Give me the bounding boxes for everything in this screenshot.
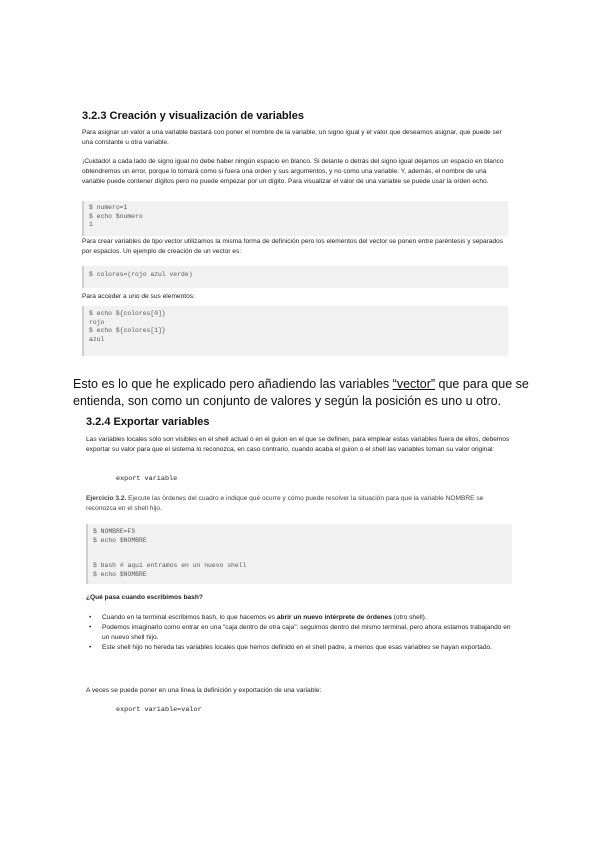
code-block-exercise xyxy=(86,524,512,584)
paragraph-vector-definition: Para crear variables de tipo vector utilizamos la misma forma de definición pero los elementos del vector se ponen entre paréntesis y separados por espacios. Un ejemplo de creación de un vector es: xyxy=(82,238,504,255)
note-vector-term: “vector” xyxy=(392,377,436,391)
code-line: $ echo $NOMBRE xyxy=(93,536,147,544)
note-text-before: Esto es lo que he explicado pero añadiendo las variables xyxy=(73,377,393,391)
list-item-text: Podemos imaginarlo como entrar en una "caja dentro de otra caja": seguimos dentro del mismo terminal, pero ahora estamos trabajando en un nuevo shell hijo. xyxy=(102,624,511,641)
list-item xyxy=(86,643,512,652)
code-line: 1 xyxy=(89,221,93,229)
code-block-vector-access xyxy=(82,306,508,356)
paragraph-assign-value: Para asignar un valor a una variable bastará con poner el nombre de la variable, un signo igual y el valor que deseamos asignar, que puede ser una constante u otra variable. xyxy=(82,129,502,146)
command-export: export variable xyxy=(116,475,178,483)
bullet-icon: • xyxy=(89,614,92,621)
exercise-statement xyxy=(86,494,512,514)
section-heading-324: 3.2.4 Exportar variables xyxy=(86,416,210,428)
list-item-text: Este shell hijo no hereda las variables locales que hemos definido en el shell padre, a menos que esas variables se hayan exportado. xyxy=(102,644,493,652)
code-line xyxy=(93,554,507,563)
list-item xyxy=(86,613,512,622)
paragraph-access-elements: Para acceder a uno de sus elementos: xyxy=(82,293,195,300)
code-line: azul xyxy=(89,335,105,343)
code-line: $ echo ${colores[0]} xyxy=(89,310,166,317)
code-line: $ numero=1 xyxy=(89,204,128,211)
code-line: $ echo $numero xyxy=(89,212,143,220)
code-block-vector-create xyxy=(82,266,508,288)
exercise-label: Ejercicio 3.2. xyxy=(86,495,127,502)
list-item-emphasis: abrir un nuevo intérprete de órdenes xyxy=(276,614,392,621)
student-note xyxy=(73,376,543,410)
exercise-text: Ejecute las órdenes del cuadro e indique qué ocurre y cómo puede resolver la situación para que la variable NOMBRE se reconozca en el shell hijo. xyxy=(86,495,484,512)
paragraph-local-variables: Las variables locales sólo son visibles en el shell actual o en el guion en el que se definen, para emplear estas variables fuera de ellos, debemos exportar su valor para que el sistema lo reconozca, en caso contrario, cuando acaba el guion o el shell las variables toman su valor original: xyxy=(86,436,510,453)
code-line: $ echo $NOMBRE xyxy=(93,570,147,578)
code-line: $ NOMBRE=FS xyxy=(93,528,136,535)
list-item xyxy=(86,623,512,642)
command-export-value: export variable=valor xyxy=(116,706,202,714)
list-item-text: Cuando en la terminal escribimos bash, lo que hacemos es xyxy=(102,614,277,621)
note-text-after: que para que se entienda, son como un conjunto de valores y según la posición es uno u otro. xyxy=(73,377,529,408)
question-heading: ¿Qué pasa cuando escribimos bash? xyxy=(86,594,203,601)
code-line: rojo xyxy=(89,318,105,326)
section-heading-323: 3.2.3 Creación y visualización de variables xyxy=(82,110,304,122)
bash-explanation-list xyxy=(86,613,512,654)
code-line: $ bash # aquí entramos en un nuevo shell xyxy=(93,562,247,570)
code-line: $ echo ${colores[1]} xyxy=(89,327,166,335)
bullet-icon: • xyxy=(89,624,92,632)
code-line xyxy=(93,545,507,554)
paragraph-warning-spaces: ¡Cuidado! a cada lado de signo igual no debe haber ningún espacio en blanco. Si delante o detrás del signo igual dejamos un espacio en blanco obtendremos un error, porque lo tomará como si fuera una orden y sus argumentos, y no como una variable. Y, además, el nombre de una variable puede contener dígitos pero no puede empezar por un dígito. Para visualizar el valor de una variable se puede usar la orden echo. xyxy=(82,158,504,185)
list-item-text: (otro shell). xyxy=(391,614,427,621)
bullet-icon: • xyxy=(89,644,92,652)
paragraph-one-line-export: A veces se puede poner en una línea la definición y exportación de una variable: xyxy=(86,687,322,694)
code-block-assign-echo xyxy=(82,201,508,236)
code-line: $ colores=(rojo azul verde) xyxy=(89,271,193,278)
